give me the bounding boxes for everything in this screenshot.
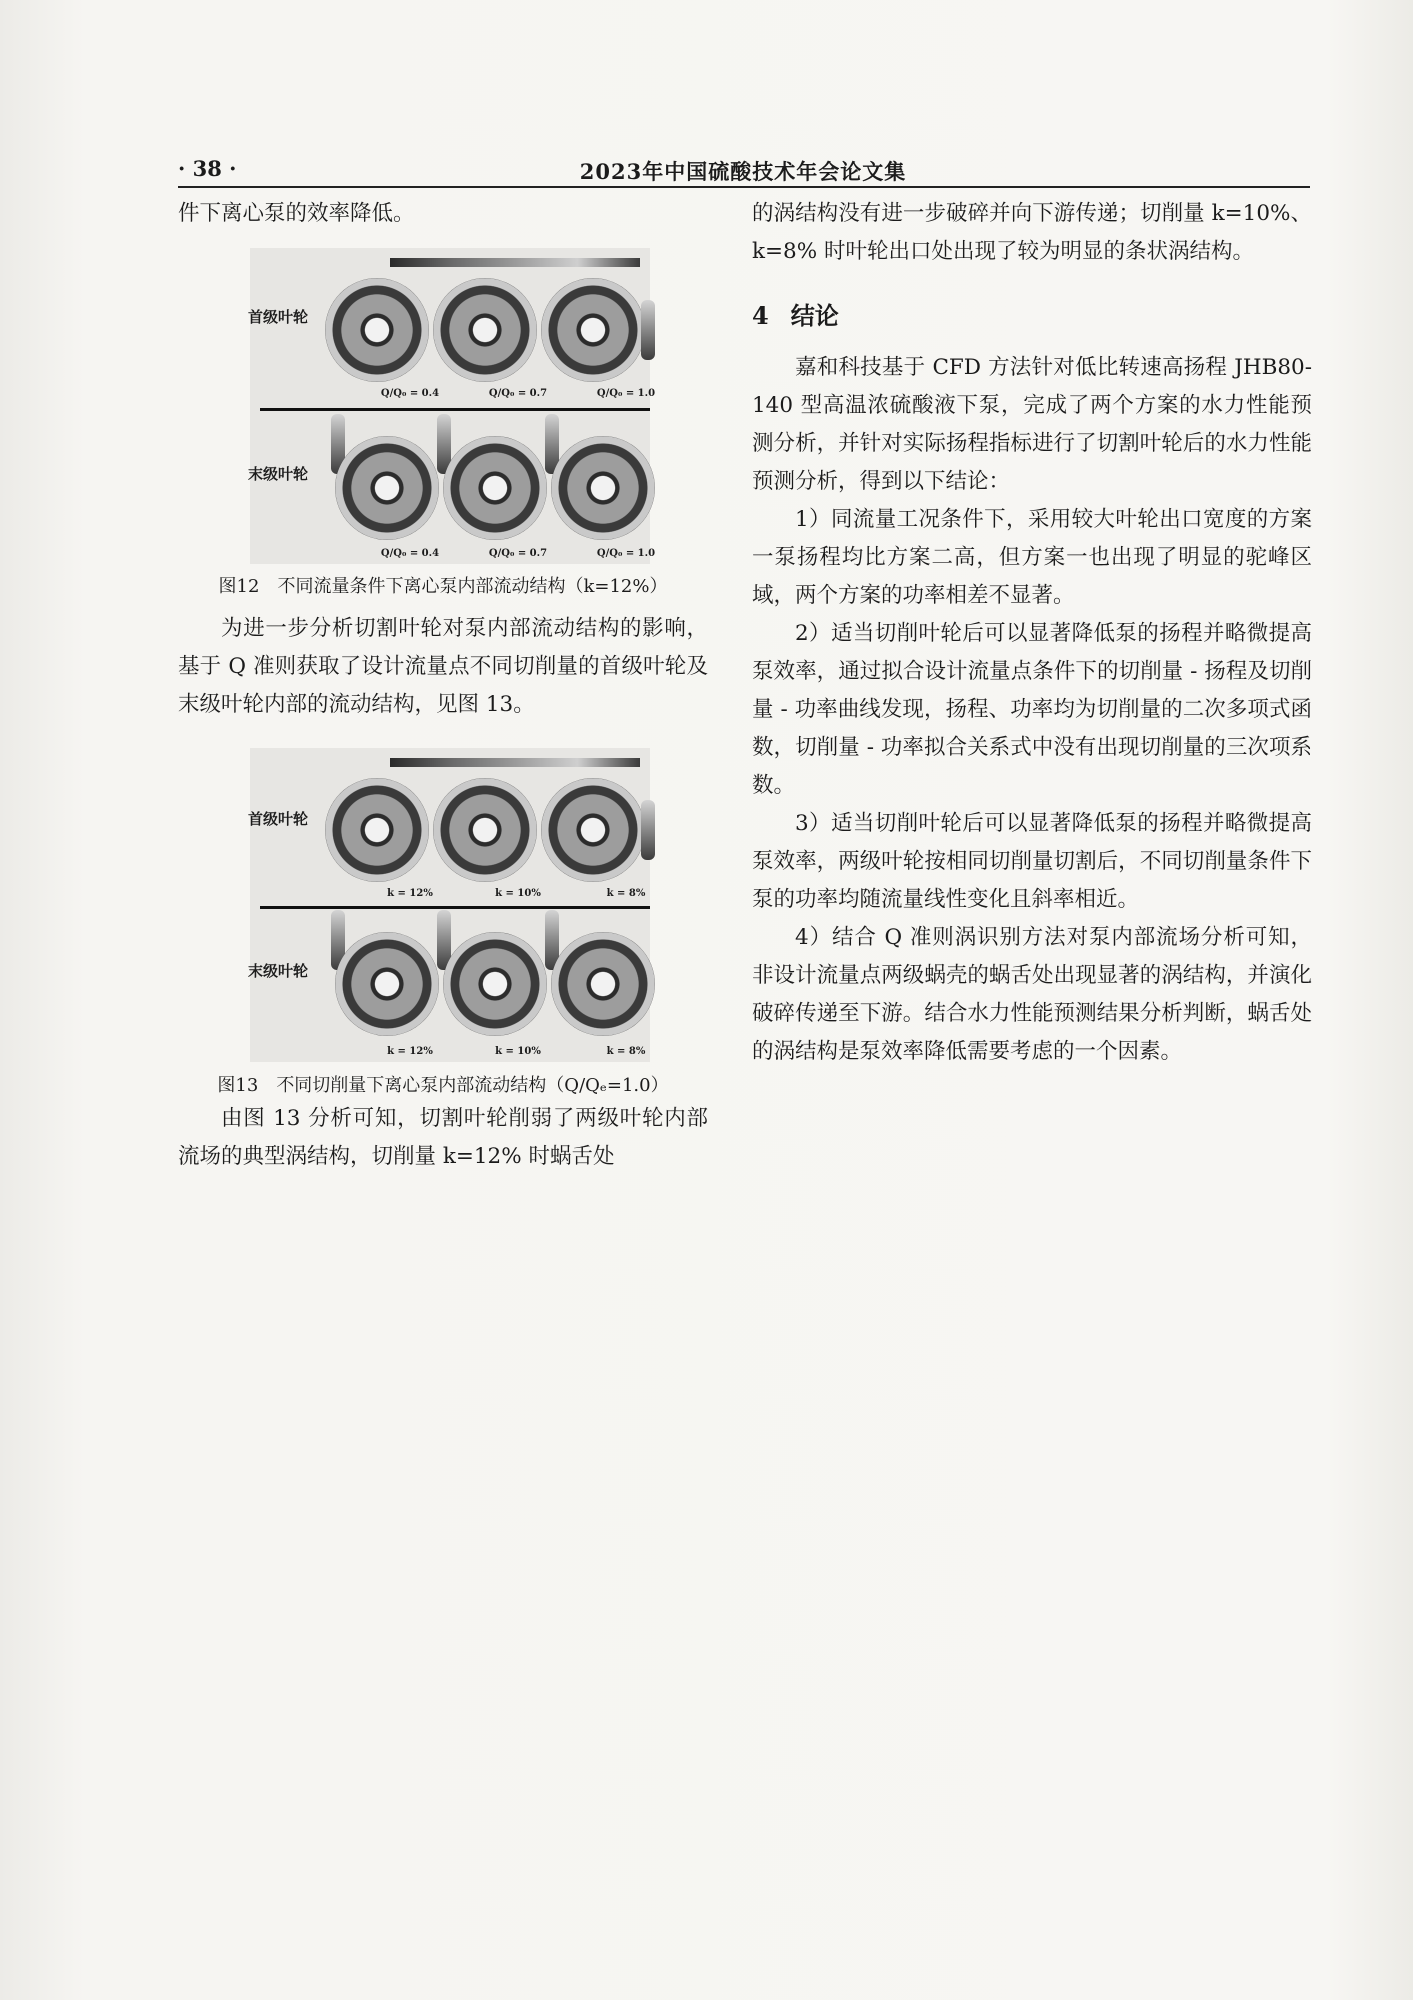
impeller-image: [433, 778, 537, 882]
figure-label: 图13: [217, 1075, 259, 1096]
colorbar-legend: [390, 248, 640, 270]
impeller-image: [541, 278, 645, 382]
case-label: k = 10%: [495, 888, 541, 899]
row-first-stage: [325, 270, 656, 399]
page-number: · 38 ·: [178, 156, 237, 181]
impeller-image: [551, 436, 655, 540]
left-column-bottom: [178, 1100, 708, 1176]
case-label: k = 12%: [387, 1046, 433, 1057]
case-label: Q/Q₀ = 1.0: [596, 548, 656, 559]
figure-divider: [260, 408, 650, 411]
row-last-stage: [325, 414, 656, 559]
case-label: Q/Q₀ = 1.0: [596, 388, 656, 399]
conclusion-item: 3）适当切削叶轮后可以显著降低泵的扬程并略微提高泵效率，两级叶轮按相同切削量切割后，不同切削量条件下泵的功率均随流量线性变化且斜率相近。: [752, 811, 1312, 912]
impeller-image: [335, 436, 439, 540]
conclusion-item: 1）同流量工况条件下，采用较大叶轮出口宽度的方案一泵扬程均比方案二高，但方案一也出现了明显的驼峰区域，两个方案的功率相差不显著。: [752, 507, 1312, 608]
impeller-image: [433, 278, 537, 382]
section-title: 结论: [790, 301, 839, 330]
figure-13: [250, 748, 650, 1062]
impeller-image: [325, 278, 429, 382]
case-label: Q/Q₀ = 0.4: [380, 548, 440, 559]
paragraph-continued: 的涡结构没有进一步破碎并向下游传递；切削量 k=10%、k=8% 时叶轮出口处出现了较为明显的条状涡结构。: [752, 201, 1312, 264]
row-label-first-stage: 首级叶轮: [248, 308, 309, 326]
case-label: Q/Q₀ = 0.4: [380, 388, 440, 399]
section-number: 4: [752, 301, 769, 330]
figure-13-caption: [178, 1074, 708, 1098]
impeller-image: [335, 932, 439, 1036]
case-label: k = 8%: [606, 888, 646, 899]
paragraph: 嘉和科技基于 CFD 方法针对低比转速高扬程 JHB80-140 型高温浓硫酸液下泵，完成了两个方案的水力性能预测分析，并针对实际扬程指标进行了切割叶轮后的水力性能预测分析，得到以下结论：: [752, 355, 1312, 494]
running-header: [178, 150, 1308, 186]
figure-12-caption: [178, 575, 708, 599]
impeller-image: [551, 932, 655, 1036]
colorbar-legend: [390, 748, 640, 770]
caption-text: 不同流量条件下离心泵内部流动结构（k=12%）: [277, 576, 668, 597]
case-label: Q/Q₀ = 0.7: [488, 388, 548, 399]
case-label: k = 12%: [387, 888, 433, 899]
row-label-last-stage: 末级叶轮: [248, 962, 309, 980]
impeller-image: [325, 778, 429, 882]
conclusion-item: 4）结合 Q 准则涡识别方法对泵内部流场分析可知，非设计流量点两级蜗壳的蜗舌处出现显著的涡结构，并演化破碎传递至下游。结合水力性能预测结果分析判断，蜗舌处的涡结构是泵效率降低需要考虑的一个因素。: [752, 925, 1312, 1064]
header-rule: [178, 186, 1310, 188]
impeller-image: [541, 778, 645, 882]
case-label: Q/Q₀ = 0.7: [488, 548, 548, 559]
left-column: [178, 195, 708, 233]
case-label: k = 8%: [606, 1046, 646, 1057]
caption-text: 不同切削量下离心泵内部流动结构（Q/Qₑ=1.0）: [276, 1075, 669, 1096]
journal-title: 2023年中国硫酸技术年会论文集: [579, 159, 907, 184]
impeller-image: [443, 932, 547, 1036]
right-column: [752, 195, 1312, 1071]
row-last-stage: [325, 910, 650, 1057]
row-first-stage: [325, 770, 650, 899]
figure-12: [248, 248, 656, 564]
left-column-mid: [178, 610, 708, 724]
impeller-image: [443, 436, 547, 540]
volute-tongue: [641, 300, 655, 360]
row-label-last-stage: 末级叶轮: [248, 465, 309, 483]
figure-label: 图12: [218, 576, 260, 597]
paragraph-continued: 件下离心泵的效率降低。: [178, 201, 415, 226]
row-label-first-stage: 首级叶轮: [248, 810, 309, 828]
conclusion-item: 2）适当切削叶轮后可以显著降低泵的扬程并略微提高泵效率，通过拟合设计流量点条件下的切削量 - 扬程及切削量 - 功率曲线发现，扬程、功率均为切削量的二次多项式函数，切削量 - 功率拟合关系式中没有出现切削量的三次项系数。: [752, 621, 1312, 798]
paragraph: 为进一步分析切割叶轮对泵内部流动结构的影响，基于 Q 准则获取了设计流量点不同切削量的首级叶轮及末级叶轮内部的流动结构，见图 13。: [178, 616, 708, 717]
paragraph: 由图 13 分析可知，切割叶轮削弱了两级叶轮内部流场的典型涡结构，切削量 k=12% 时蜗舌处: [178, 1106, 708, 1169]
figure-divider: [260, 906, 650, 909]
volute-tongue: [641, 800, 655, 860]
case-label: k = 10%: [495, 1046, 541, 1057]
section-heading: [752, 297, 1312, 335]
